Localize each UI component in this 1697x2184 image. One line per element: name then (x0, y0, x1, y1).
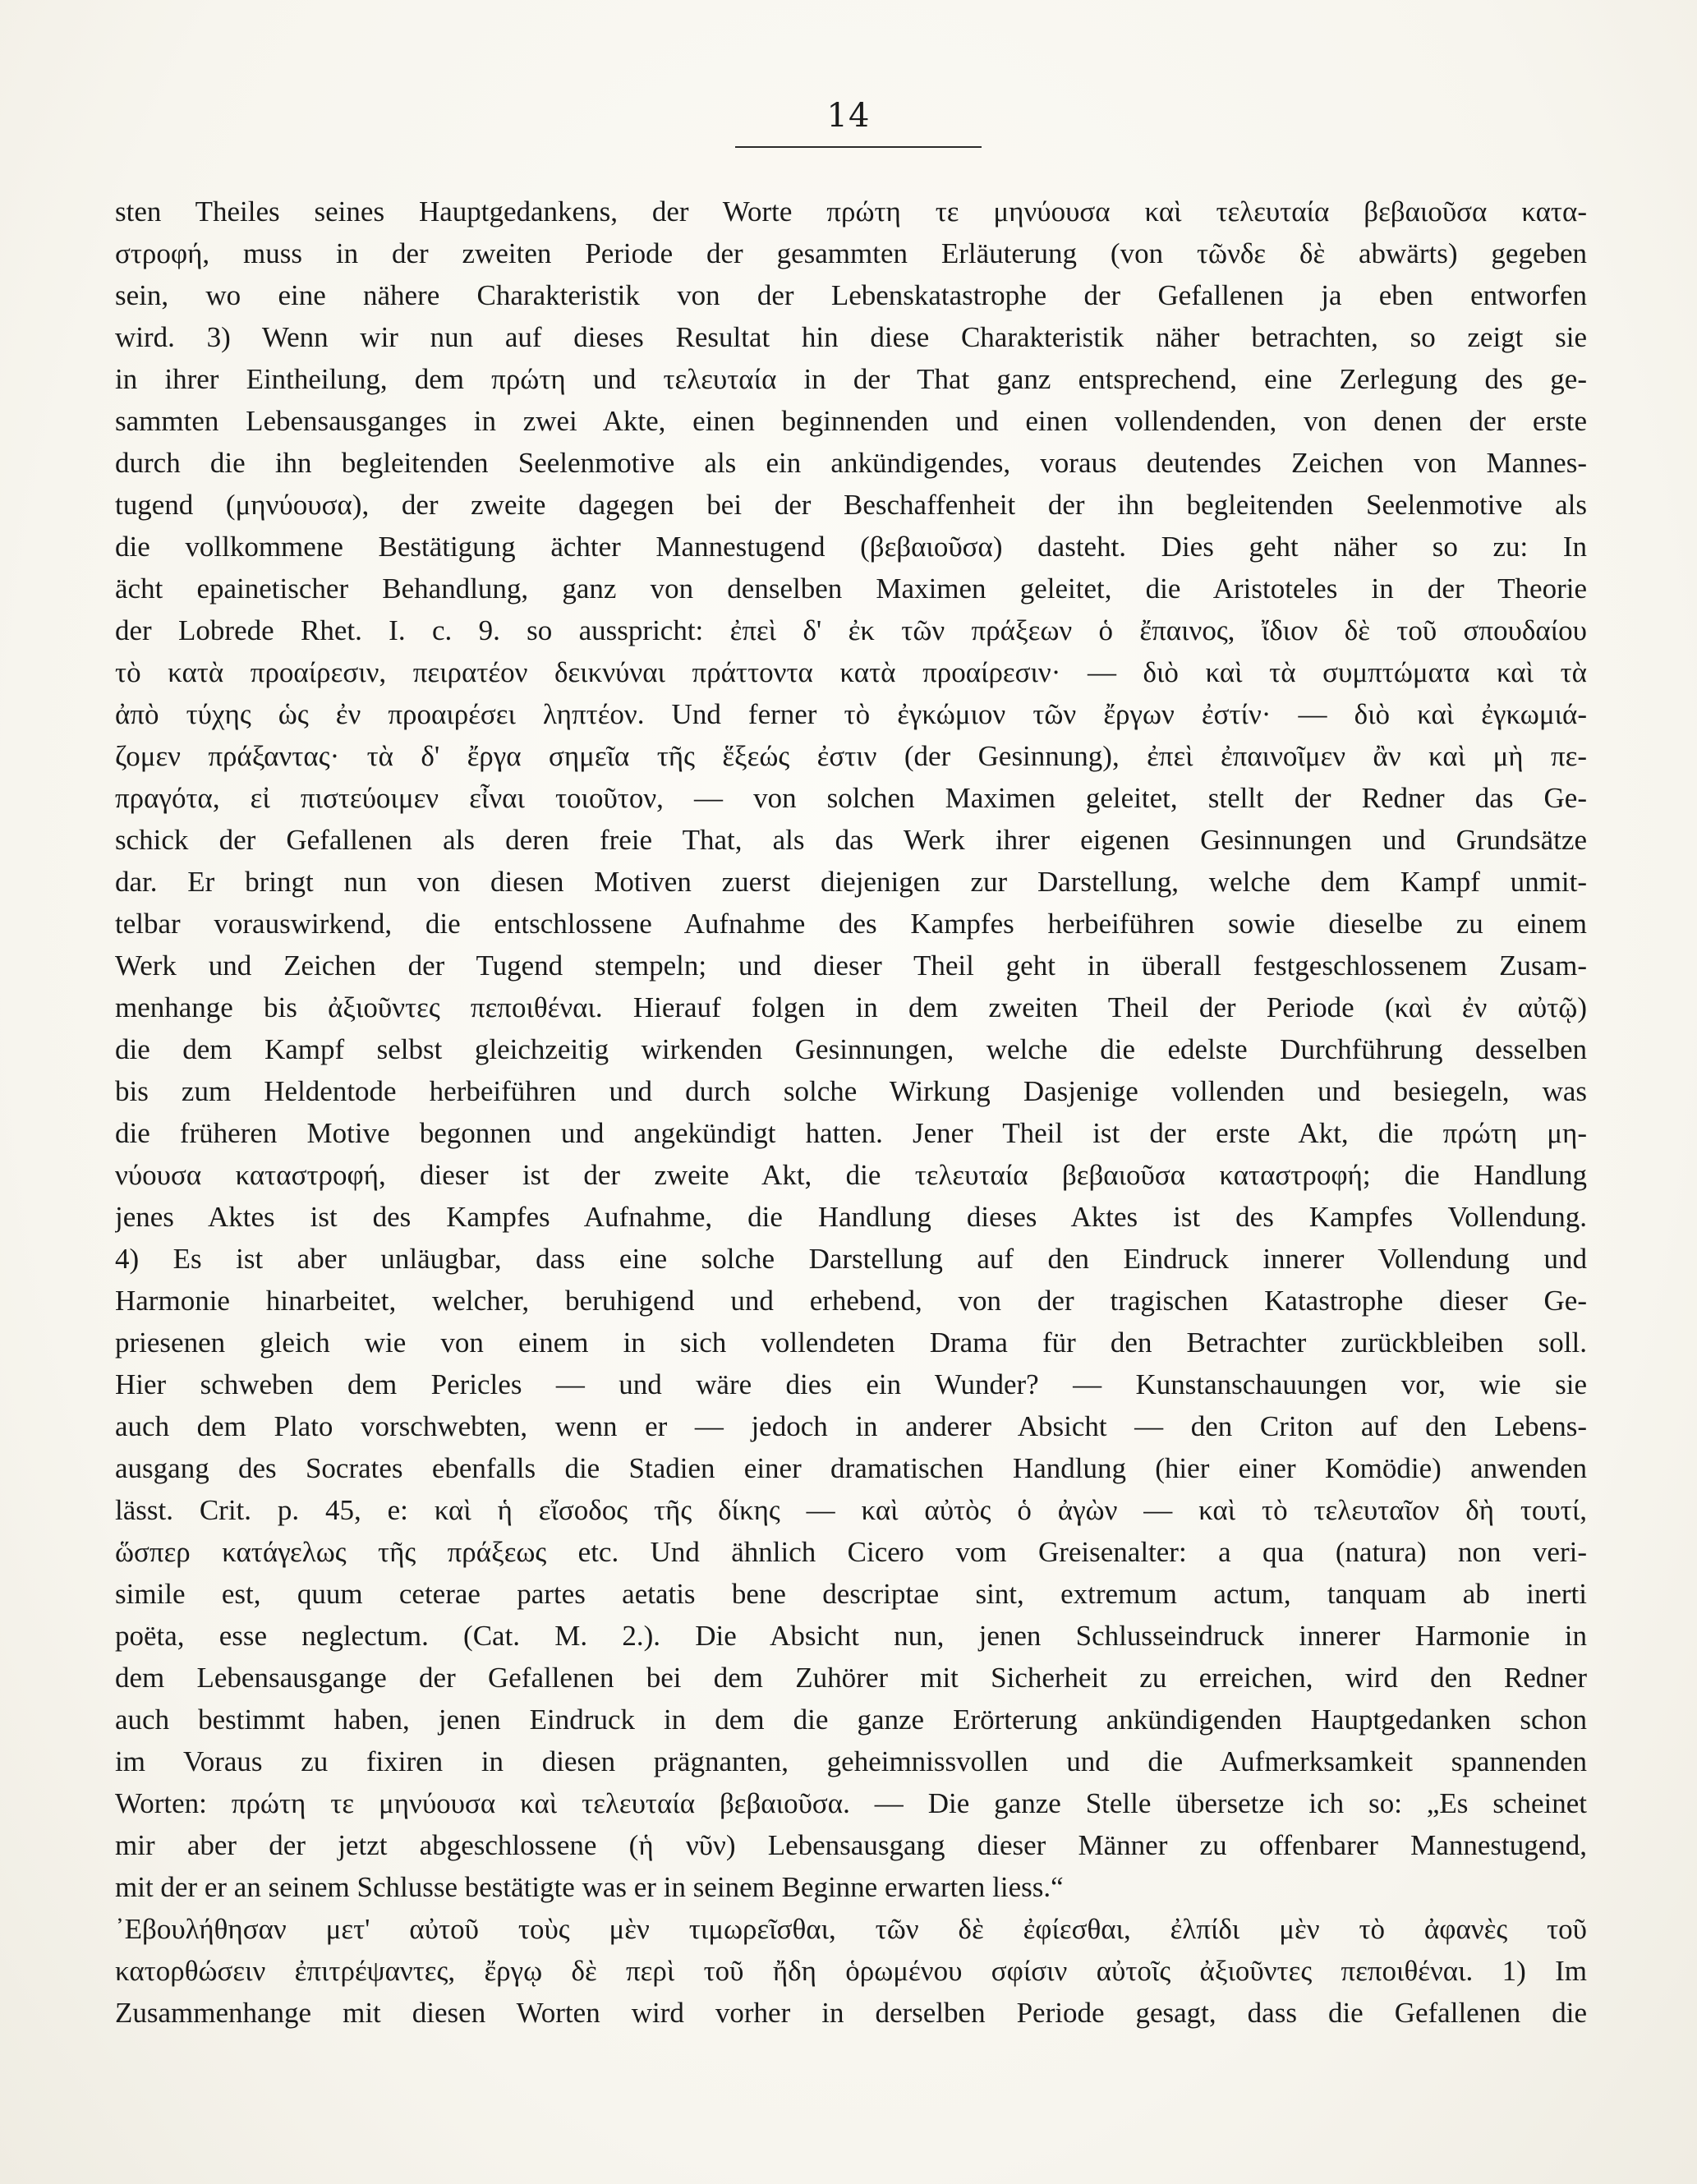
text-line: ausgang des Socrates ebenfalls die Stadien einer dramatischen Handlung (hier einer Komödie) anwenden (115, 1452, 1587, 1484)
text-line: 4) Es ist aber unläugbar, dass eine solche Darstellung auf den Eindruck innerer Vollendung und (115, 1243, 1587, 1275)
text-line: auch bestimmt haben, jenen Eindruck in dem die ganze Erörterung ankündigenden Hauptgedanken schon (115, 1704, 1587, 1736)
text-line: jenes Aktes ist des Kampfes Aufnahme, die Handlung dieses Aktes ist des Kampfes Vollendung. (115, 1201, 1587, 1233)
text-line: στροφή, muss in der zweiten Periode der gesammten Erläuterung (von τῶνδε δὲ abwärts) gegeben (115, 237, 1587, 269)
text-line: telbar vorauswirkend, die entschlossene Aufnahme des Kampfes herbeiführen sowie dieselbe zu einem (115, 908, 1587, 940)
text-line: simile est, quum ceterae partes aetatis bene descriptae sint, extremum actum, tanquam ab inerti (115, 1578, 1587, 1610)
text-line: auch dem Plato vorschwebten, wenn er — jedoch in anderer Absicht — den Criton auf den Lebens- (115, 1410, 1587, 1442)
text-line: schick der Gefallenen als deren freie That, als das Werk ihrer eigenen Gesinnungen und Grundsätze (115, 824, 1587, 856)
text-line: ᾿Εβουλήθησαν μετ' αὐτοῦ τοὺς μὲν τιμωρεῖσθαι, τῶν δὲ ἐφίεσθαι, ἐλπίδι μὲν τὸ ἀφανὲς τοῦ (115, 1913, 1587, 1945)
text-line: νύουσα καταστροφή, dieser ist der zweite Akt, die τελευταία βεβαιοῦσα καταστροφή; die Handlung (115, 1159, 1587, 1191)
text-line: die dem Kampf selbst gleichzeitig wirkenden Gesinnungen, welche die edelste Durchführung desselben (115, 1033, 1587, 1065)
header-rule (735, 146, 982, 148)
text-line: κατορθώσειν ἐπιτρέψαντες, ἔργῳ δὲ περὶ τοῦ ἤδη ὁρωμένου σφίσιν αὐτοῖς ἀξιοῦντες πεποιθέναι. 1) Im (115, 1955, 1587, 1987)
text-line: ὥσπερ κατάγελως τῆς πράξεως etc. Und ähnlich Cicero vom Greisenalter: a qua (natura) non veri- (115, 1536, 1587, 1568)
text-line: sein, wo eine nähere Charakteristik von der Lebenskatastrophe der Gefallenen ja eben entworfen (115, 279, 1587, 311)
text-line: Werk und Zeichen der Tugend stempeln; und dieser Theil geht in überall festgeschlossenem Zusam- (115, 949, 1587, 982)
text-line: Hier schweben dem Pericles — und wäre dies ein Wunder? — Kunstanschauungen vor, wie sie (115, 1368, 1587, 1400)
text-line: im Voraus zu fixiren in diesen prägnanten, geheimnissvollen und die Aufmerksamkeit spannenden (115, 1745, 1587, 1777)
text-line: Zusammenhange mit diesen Worten wird vorher in derselben Periode gesagt, dass die Gefallenen die (115, 1997, 1587, 2029)
text-line: tugend (μηνύουσα), der zweite dagegen bei der Beschaffenheit der ihn begleitenden Seelenmotive als (115, 489, 1587, 521)
text-line: in ihrer Eintheilung, dem πρώτη und τελευταία in der That ganz entsprechend, eine Zerlegung des ge- (115, 363, 1587, 395)
text-line: wird. 3) Wenn wir nun auf dieses Resultat hin diese Charakteristik näher betrachten, so zeigt sie (115, 321, 1587, 353)
text-line: die vollkommene Bestätigung ächter Mannestugend (βεβαιοῦσα) dasteht. Dies geht näher so zu: In (115, 531, 1587, 563)
text-line: dem Lebensausgange der Gefallenen bei dem Zuhörer mit Sicherheit zu erreichen, wird den Redner (115, 1662, 1587, 1694)
page-number: 14 (826, 97, 871, 135)
text-line: durch die ihn begleitenden Seelenmotive als ein ankündigendes, voraus deutendes Zeichen von Mannes- (115, 447, 1587, 479)
text-line: sammten Lebensausganges in zwei Akte, einen beginnenden und einen vollendenden, von denen der erste (115, 405, 1587, 437)
text-line: lässt. Crit. p. 45, e: καὶ ἡ εἴσοδος τῆς δίκης — καὶ αὐτὸς ὁ ἀγὼν — καὶ τὸ τελευταῖον δὴ τουτί, (115, 1494, 1587, 1526)
text-line: der Lobrede Rhet. I. c. 9. so ausspricht: ἐπεὶ δ' ἐκ τῶν πράξεων ὁ ἔπαινος, ἴδιον δὲ τοῦ σπουδαίου (115, 614, 1587, 646)
text-line: die früheren Motive begonnen und angekündigt hatten. Jener Theil ist der erste Akt, die πρώτη μη- (115, 1117, 1587, 1149)
text-line: bis zum Heldentode herbeiführen und durch solche Wirkung Dasjenige vollenden und besiegeln, was (115, 1075, 1587, 1107)
text-line: priesenen gleich wie von einem in sich vollendeten Drama für den Betrachter zurückbleiben soll. (115, 1326, 1587, 1359)
text-line: ächt epainetischer Behandlung, ganz von denselben Maximen geleitet, die Aristoteles in der Theorie (115, 572, 1587, 605)
body-text (115, 191, 1587, 2034)
text-line: τὸ κατὰ προαίρεσιν, πειρατέον δεικνύναι πράττοντα κατὰ προαίρεσιν· — διὸ καὶ τὰ συμπτώματα καὶ τὰ (115, 656, 1587, 688)
text-line: poëta, esse neglectum. (Cat. M. 2.). Die Absicht nun, jenen Schlusseindruck innerer Harmonie in (115, 1620, 1587, 1652)
text-line: mir aber der jetzt abgeschlossene (ἡ νῦν) Lebensausgang dieser Männer zu offenbarer Mannestugend, (115, 1829, 1587, 1861)
text-line: mit der er an seinem Schlusse bestätigte was er in seinem Beginne erwarten liess.“ (115, 1871, 1064, 1903)
text-line: Worten: πρώτη τε μηνύουσα καὶ τελευταία βεβαιοῦσα. — Die ganze Stelle übersetze ich so: „Es scheinet (115, 1787, 1587, 1819)
text-line: dar. Er bringt nun von diesen Motiven zuerst diejenigen zur Darstellung, welche dem Kampf unmit- (115, 866, 1587, 898)
text-line: Harmonie hinarbeitet, welcher, beruhigend und erhebend, von der tragischen Katastrophe dieser Ge- (115, 1285, 1587, 1317)
text-line: ζομεν πράξαντας· τὰ δ' ἔργα σημεῖα τῆς ἕξεώς ἐστιν (der Gesinnung), ἐπεὶ ἐπαινοῖμεν ἂν καὶ μὴ πε- (115, 740, 1587, 772)
text-line: πραγότα, εἰ πιστεύοιμεν εἶναι τοιοῦτον, — von solchen Maximen geleitet, stellt der Redner das Ge- (115, 782, 1587, 814)
text-line: sten Theiles seines Hauptgedankens, der Worte πρώτη τε μηνύουσα καὶ τελευταία βεβαιοῦσα κατα- (115, 195, 1587, 228)
text-line: ἀπὸ τύχης ὡς ἐν προαιρέσει ληπτέον. Und ferner τὸ ἐγκώμιον τῶν ἔργων ἐστίν· — διὸ καὶ ἐγκωμιά- (115, 698, 1587, 730)
text-line: menhange bis ἀξιοῦντες πεποιθέναι. Hierauf folgen in dem zweiten Theil der Periode (καὶ ἐν αὐτῷ) (115, 991, 1587, 1023)
